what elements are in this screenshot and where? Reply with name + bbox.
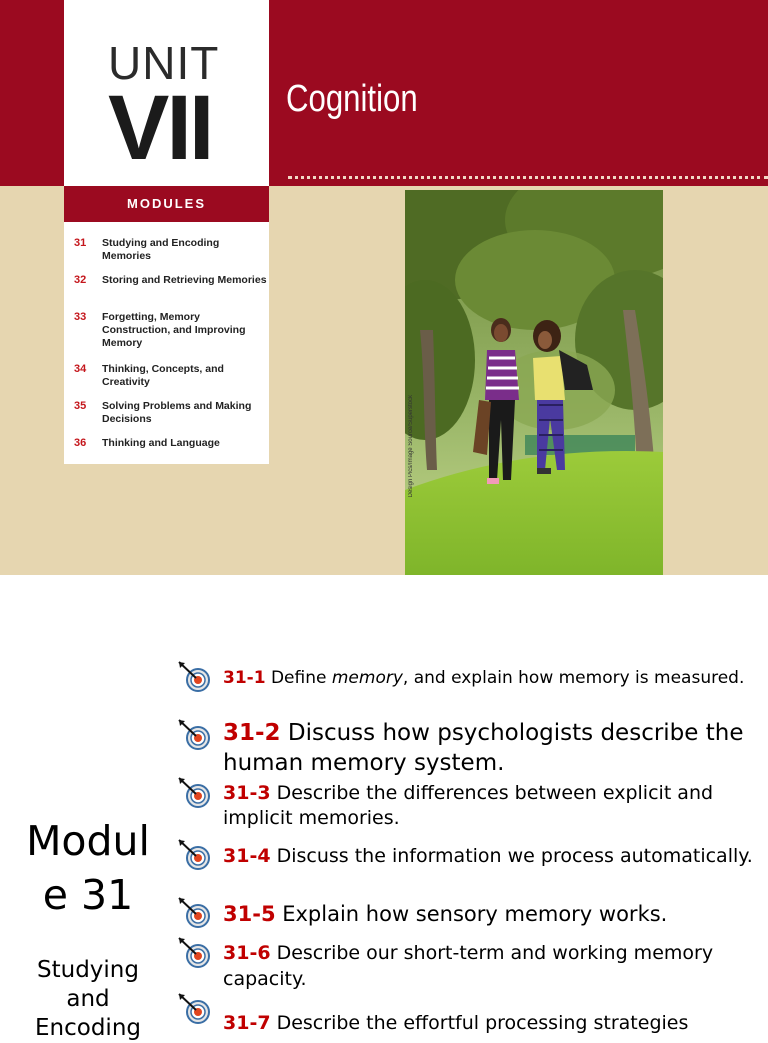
target-icon [176, 776, 216, 810]
objective-31-7 [223, 1010, 753, 1036]
target-icon [176, 936, 216, 970]
objective-text: Define [265, 668, 332, 688]
objective-text: Describe the effortful processing strategies [270, 1012, 689, 1034]
modules-panel [64, 186, 269, 464]
module-label: Thinking and Language [102, 437, 220, 449]
objective-code: 31-4 [223, 845, 271, 867]
objective-31-3 [223, 781, 753, 831]
dotted-divider [288, 176, 768, 179]
objective-text: Describe our short-term and working memory capacity. [223, 942, 714, 990]
objective-31-5 [223, 900, 753, 928]
module-number: 34 [74, 363, 87, 375]
objective-code: 31-3 [223, 782, 271, 804]
objective-text: Explain how sensory memory works. [275, 902, 668, 926]
objective-31-6 [223, 940, 753, 992]
target-icon [176, 896, 216, 930]
photo-credit: Design Pics/Image Source/Superstock [408, 395, 414, 498]
objective-code: 31-1 [223, 668, 266, 688]
module-label: Studying and Encoding Memories [102, 237, 220, 262]
objective-code: 31-7 [223, 1012, 271, 1034]
module-label: Thinking, Concepts, and Creativity [102, 363, 224, 388]
modules-header: MODULES [64, 186, 269, 222]
objective-text: , and explain how memory is measured. [402, 668, 745, 688]
unit-word: UNIT [108, 37, 220, 89]
objective-31-2 [223, 718, 753, 778]
objective-31-4 [223, 843, 753, 869]
unit-number: VII [108, 77, 212, 179]
module-label: Solving Problems and Making Decisions [102, 400, 252, 425]
target-icon [176, 838, 216, 872]
objective-code: 31-5 [223, 902, 276, 926]
objective-text: Describe the differences between explicit and implicit memories. [223, 782, 714, 829]
objective-text: Discuss how psychologists describe the human memory system. [223, 720, 744, 776]
module-subtitle-line1: Studying [37, 957, 139, 983]
target-icon [176, 992, 216, 1026]
target-icon [176, 660, 216, 694]
module-label-line2: e 31 [42, 871, 134, 919]
unit-badge [64, 0, 269, 186]
module-number: 32 [74, 274, 87, 286]
objective-31-1 [223, 667, 753, 689]
module-number: 36 [74, 437, 87, 449]
objective-code: 31-2 [223, 720, 281, 746]
module-number: 35 [74, 400, 87, 412]
module-label: Forgetting, Memory Construction, and Improving Memory [102, 311, 246, 349]
students-walking-photo [405, 190, 663, 575]
module-subtitle [18, 956, 158, 1043]
module-label [18, 814, 158, 922]
objective-code: 31-6 [223, 942, 271, 964]
objective-emphasis: memory [331, 668, 403, 688]
target-icon [176, 718, 216, 752]
objective-text: Discuss the information we process automatically. [270, 845, 753, 867]
module-number: 33 [74, 311, 87, 323]
module-label-line1: Modul [26, 817, 150, 865]
module-number: 31 [74, 237, 87, 249]
unit-title: Cognition [286, 78, 418, 120]
module-label: Storing and Retrieving Memories [102, 274, 267, 286]
module-subtitle-line2: and [66, 986, 110, 1012]
module-subtitle-line3: Encoding [35, 1015, 141, 1041]
